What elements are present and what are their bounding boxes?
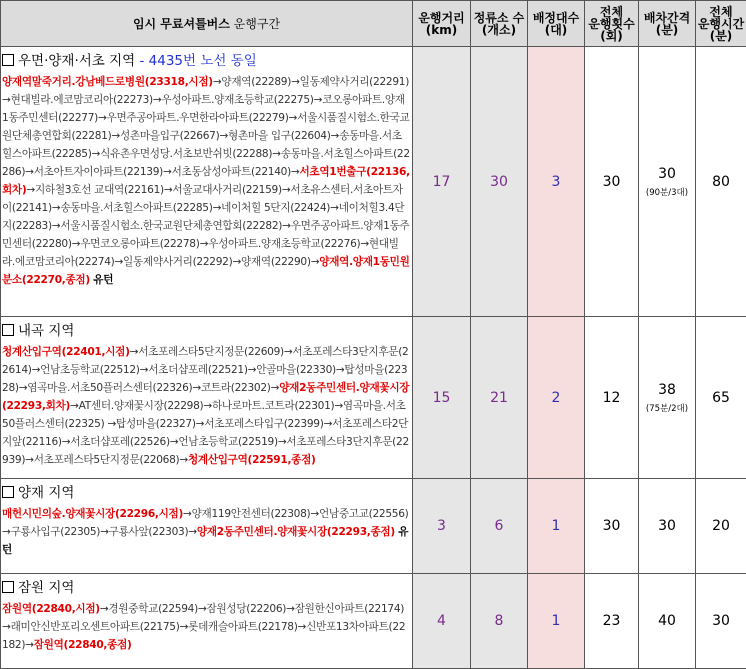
route-stops xyxy=(2,343,411,469)
distance-cell: 4 xyxy=(413,574,471,669)
route-stop-segment: →양재역(22289)→일동제약사거리(22291)→현대빌라.에코맘코리아(22273)→우성아파트.양재초등학교(22275)→코오롱아파트.양재1동주민센터(22277)→우면주공아파트.우면한라아파트(22279)→서울시품질시험소.한국교원단체총연합회(22281)→성촌마을입구(22667)→형촌마을 입구(22604)→송동마을.서초힐스아파트(22285)→식유촌우면성당.서초보반쉬빗(22288)→송동마을.서초힐스아파트(22286)→서초아트자이아파트(22139)→서초동삼성아파트(22140)→ xyxy=(2,76,410,178)
route-stop-segment: 청계산입구역(22591,종점) xyxy=(188,454,316,466)
interval-cell xyxy=(639,317,696,479)
interval-note: (75분/2대) xyxy=(639,402,695,414)
region-name: 양재 지역 xyxy=(18,485,74,501)
checkbox-icon xyxy=(2,54,14,66)
total-time-cell: 65 xyxy=(696,317,746,479)
route-cell xyxy=(1,479,413,574)
route-stop-segment: →경원중학교(22594)→잠원성당(22206)→잠원한신아파트(22174)→래미안신반포리오센트아파트(22175)→롯데캐슬아파트(22178)→신반포13차아파트(22182)→ xyxy=(2,603,405,651)
route-row xyxy=(1,47,746,317)
header-trips: 전체 운행횟수 (회) xyxy=(585,1,639,47)
interval-value: 40 xyxy=(639,613,695,629)
header-route: 임시 무료셔틀버스 운행구간 xyxy=(1,1,413,47)
buses-cell: 3 xyxy=(528,47,585,317)
interval-cell xyxy=(639,479,696,574)
route-stop-segment: 양재2동주민센터.양재꽃시장(22293,회차) xyxy=(2,382,409,412)
checkbox-icon xyxy=(2,486,14,498)
total-time-cell: 80 xyxy=(696,47,746,317)
header-distance: 운행거리 (km) xyxy=(413,1,471,47)
route-stop-segment: 양재역.양재1동민원분소(22270,종점) xyxy=(2,256,410,286)
route-stop-segment: 잠원역(22840,종점) xyxy=(34,639,132,651)
trips-cell: 30 xyxy=(585,479,639,574)
route-stop-segment: 양재2동주민센터.양재꽃시장(22293,종점) xyxy=(197,526,395,538)
route-stop-segment: →서초포레스타5단지정문(22609)→서초포레스타3단지후문(22614)→언남초등학교(22512)→서초더샵포레(22521)→안골마을(22330)→탑성마을(22328)→염곡마을.서초50플러스센터(22326)→코트라(22302)→ xyxy=(2,346,408,394)
header-row xyxy=(1,1,746,47)
interval-cell xyxy=(639,574,696,669)
stop-count-cell: 6 xyxy=(471,479,528,574)
route-stop-segment: 매헌시민의숲.양재꽃시장(22296,시점) xyxy=(2,508,183,520)
route-stop-segment: 양재역말죽거리.강남베드로병원(23318,시점) xyxy=(2,76,213,88)
stop-count-cell: 21 xyxy=(471,317,528,479)
route-cell xyxy=(1,574,413,669)
route-stop-segment: →양재119안전센터(22308)→언남중고교(22556)→구룡사입구(22305)→구룡사앞(22303)→ xyxy=(2,508,409,538)
route-stop-segment: 서초역1번출구(22136,회차) xyxy=(2,166,410,196)
header-buses: 배정대수 (대) xyxy=(528,1,585,47)
stop-count-cell: 8 xyxy=(471,574,528,669)
region-name: 잠원 지역 xyxy=(18,580,74,596)
region-heading xyxy=(2,51,411,71)
route-stop-segment: →AT센터.양재꽃시장(22298)→하나로마트.코트라(22301)→염곡마을.서초50플러스센터(22325) →탑성마을(22327)→서초포레스타입구(22399)→서초포레스타2단지앞(22116)→서초더샵포레(22526)→언남초등학교(22519)→서초포레스타3단지후문(22939)→서초포레스타5단지정문(22068)→ xyxy=(2,400,409,466)
interval-value: 38 xyxy=(639,382,695,398)
region-heading xyxy=(2,483,411,503)
route-stop-segment: 잠원역(22840,시점) xyxy=(2,603,100,615)
trips-cell: 23 xyxy=(585,574,639,669)
buses-cell: 1 xyxy=(528,479,585,574)
region-heading xyxy=(2,578,411,598)
route-stop-segment: 청계산입구역(22401,시점) xyxy=(2,346,130,358)
region-heading xyxy=(2,321,411,341)
route-row xyxy=(1,479,746,574)
route-stop-segment: 유턴 xyxy=(2,526,408,556)
route-cell xyxy=(1,47,413,317)
checkbox-icon xyxy=(2,581,14,593)
distance-cell: 15 xyxy=(413,317,471,479)
total-time-cell: 30 xyxy=(696,574,746,669)
distance-cell: 3 xyxy=(413,479,471,574)
buses-cell: 2 xyxy=(528,317,585,479)
trips-cell: 30 xyxy=(585,47,639,317)
region-name: 내곡 지역 xyxy=(18,323,74,339)
route-row xyxy=(1,574,746,669)
region-name: 우면·양재·서초 지역 xyxy=(18,53,135,69)
same-line-note: - 4435번 노선 동일 xyxy=(135,53,257,69)
header-total-time: 전체 운행시간 (분) xyxy=(696,1,746,47)
header-interval: 배차간격 (분) xyxy=(639,1,696,47)
route-stops xyxy=(2,505,411,559)
route-cell xyxy=(1,317,413,479)
interval-note: (90분/3대) xyxy=(639,186,695,198)
interval-value: 30 xyxy=(639,518,695,534)
interval-value: 30 xyxy=(639,166,695,182)
route-stop-segment: 유턴 xyxy=(90,274,113,286)
checkbox-icon xyxy=(2,324,14,336)
trips-cell: 12 xyxy=(585,317,639,479)
buses-cell: 1 xyxy=(528,574,585,669)
route-stops xyxy=(2,73,411,289)
distance-cell: 17 xyxy=(413,47,471,317)
route-row xyxy=(1,317,746,479)
route-stop-segment: →지하철3호선 교대역(22161)→서울교대사거리(22159)→서초유스센터.서초아트자이(22141)→송동마을.서초힐스아파트(22285)→네이처힐 5단지(22424)→네이처힐3.4단지(22283)→서울시품질시험소.한국교원단체총연합회(22282)→우면주공아파트.양재1동주민센터(22280)→우면코오롱아파트(22278)→우성아파트.양재초등학교(22276)→현대빌라.에코맘코리아(22274)→일동제약사거리(22292)→양재역(22290)→ xyxy=(2,184,409,268)
total-time-cell: 20 xyxy=(696,479,746,574)
route-stops xyxy=(2,600,411,654)
stop-count-cell: 30 xyxy=(471,47,528,317)
interval-cell xyxy=(639,47,696,317)
header-stops: 정류소 수 (개소) xyxy=(471,1,528,47)
